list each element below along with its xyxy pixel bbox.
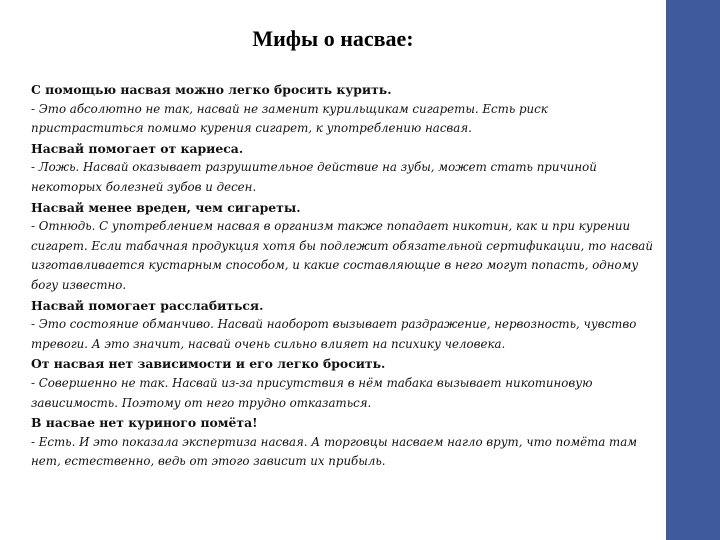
myth-answer: - Есть. И это показала экспертиза насвая. А торговцы насваем нагло врут, что помёта там нет, естественно, ведь от этого зависит их прибыль. [31, 434, 638, 469]
myth-question: Насвай помогает от кариеса. [31, 140, 244, 156]
myth-question: От насвая нет зависимости и его легко бросить. [31, 356, 386, 372]
myth-question: Насвай менее вреден, чем сигареты. [31, 199, 301, 215]
side-accent-bar [666, 0, 720, 540]
myth-answer: - Ложь. Насвай оказывает разрушительное действие на зубы, может стать причиной некоторых болезней зубов и десен. [31, 160, 597, 194]
myth-question: С помощью насвая можно легко бросить курить. [31, 82, 392, 97]
myth-answer: - Это состояние обманчиво. Насвай наоборот вызывает раздражение, нервозность, чувство тревоги. А это значит, насвай очень сильно влияет на психику человека. [31, 317, 637, 351]
slide-title: Мифы о насвае: [252, 26, 414, 51]
myth-question: В насвае нет куриного помёта! [31, 415, 258, 431]
myth-answer: - Совершенно не так. Насвай из-за присутствия в нём табака вызывает никотиновую зависимость. Поэтому от него трудно отказаться. [31, 375, 593, 410]
myth-answer: - Это абсолютно не так, насвай не заменит курильщикам сигареты. Есть риск пристраститься помимо курения сигарет, к употреблению насвая. [31, 101, 548, 136]
myth-question: Насвай помогает расслабиться. [31, 297, 264, 313]
myth-answer: - Отнюдь. С употреблением насвая в организм также попадает никотин, как и при курении сигарет. Если табачная продукция хотя бы подлежит обязательной сертификации, то насвай изготавливается кустарным способом, и какие составляющие в него могут попасть, одному богу известно. [31, 219, 653, 292]
myths-list [31, 80, 669, 472]
